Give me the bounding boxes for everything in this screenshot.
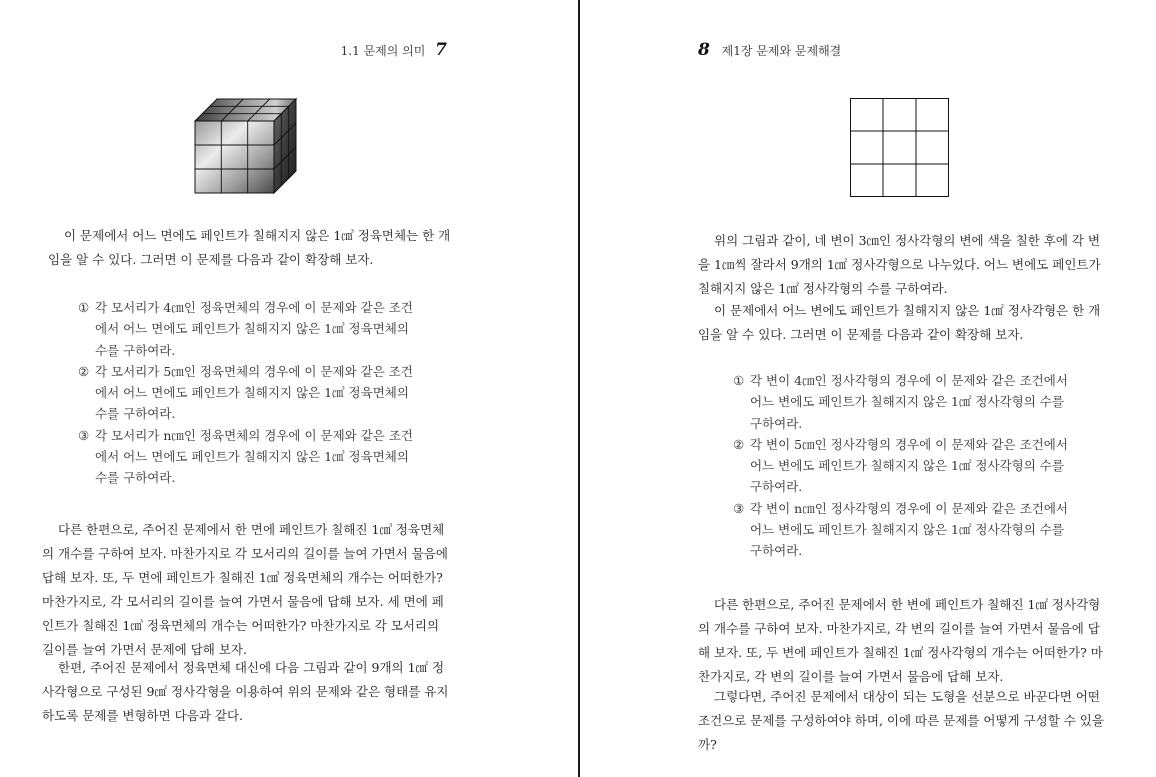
item-marker: ③ bbox=[733, 500, 745, 516]
item-text: 각 모서리가 4㎝인 정육면체의 경우에 이 문제와 같은 조건에서 어느 면에도 페인트가 칠해지지 않은 1㎤ 정육면체의 수를 구하여라. bbox=[95, 300, 413, 358]
left-page-header bbox=[341, 40, 447, 60]
item-text: 각 변이 4㎝인 정사각형의 경우에 이 문제와 같은 조건에서 어느 변에도 페인트가 칠해지지 않은 1㎠ 정사각형의 수를 구하여라. bbox=[750, 373, 1068, 431]
list-item bbox=[78, 297, 416, 361]
right-page-header bbox=[698, 40, 841, 60]
list-item bbox=[78, 425, 416, 489]
chapter-title: 제1장 문제와 문제해결 bbox=[721, 44, 842, 58]
cube-figure bbox=[193, 97, 298, 195]
body-paragraph: 그렇다면, 주어진 문제에서 대상이 되는 도형을 선분으로 바꾼다면 어떤 조건으로 문제를 구성하여야 하며, 이에 따른 문제를 어떻게 구성할 수 있을까? bbox=[698, 689, 1104, 752]
item-text: 각 모서리가 n㎝인 정육면체의 경우에 이 문제와 같은 조건에서 어느 면에도 페인트가 칠해지지 않은 1㎤ 정육면체의 수를 구하여라. bbox=[95, 427, 413, 486]
list-item bbox=[733, 370, 1071, 434]
intro-paragraph: 이 문제에서 어느 면에도 페인트가 칠해지지 않은 1㎤ 정육면체는 한 개임을 알 수 있다. 그러면 이 문제를 다음과 같이 확장해 보자. bbox=[48, 228, 451, 267]
body-paragraph: 한편, 주어진 문제에서 정육면체 대신에 다음 그림과 같이 9개의 1㎠ 정사각형으로 구성된 9㎠ 정사각형을 이용하여 위의 문제와 같은 형태를 유지하도록 문제를 변형하면 다음과 같다. bbox=[42, 660, 449, 723]
intro-paragraph: 위의 그림과 같이, 네 변이 3㎝인 정사각형의 변에 색을 칠한 후에 각 변을 1㎝씩 잘라서 9개의 1㎠ 정사각형으로 나누었다. 어느 변에도 페인트가 칠해지지 않은 1㎠ 정사각형의 수를 구하여라. bbox=[698, 233, 1101, 296]
page-number: 7 bbox=[435, 40, 447, 60]
square-grid-figure bbox=[850, 98, 949, 197]
item-marker: ③ bbox=[78, 427, 90, 443]
intro-paragraph: 이 문제에서 어느 변에도 페인트가 칠해지지 않은 1㎠ 정사각형은 한 개임을 알 수 있다. 그러면 이 문제를 다음과 같이 확장해 보자. bbox=[698, 303, 1101, 342]
list-item bbox=[733, 498, 1071, 562]
item-text: 각 변이 n㎝인 정사각형의 경우에 이 문제와 같은 조건에서 어느 변에도 페인트가 칠해지지 않은 1㎠ 정사각형의 수를 구하여라. bbox=[750, 500, 1068, 559]
extension-problem-list bbox=[733, 370, 1071, 562]
item-marker: ① bbox=[78, 300, 90, 315]
section-title: 1.1 문제의 의미 bbox=[340, 44, 426, 58]
item-text: 각 모서리가 5㎝인 정육면체의 경우에 이 문제와 같은 조건에서 어느 면에도 페인트가 칠해지지 않은 1㎤ 정육면체의 수를 구하여라. bbox=[95, 363, 413, 422]
item-marker: ① bbox=[733, 373, 745, 388]
list-item bbox=[78, 361, 416, 425]
page-number: 8 bbox=[698, 40, 710, 60]
body-paragraph: 다른 한편으로, 주어진 문제에서 한 면에 페인트가 칠해진 1㎤ 정육면체의 개수를 구하여 보자. 마찬가지로 각 모서리의 길이를 늘여 가면서 물음에 답해 보자. 또, 두 면에 페인트가 칠해진 1㎤ 정육면체의 개수는 어떠한가? 마찬가지로, 각 모서리의 길이를 늘여 가면서 물음에 답해 보자. 세 면에 페인트가 칠해진 1㎤ 정육면체의 개수는 어떠한가? 마찬가지로 각 모서리의 길이를 늘여 가면서 문제에 답해 보자. bbox=[42, 522, 448, 657]
right-page bbox=[580, 0, 1156, 777]
extension-problem-list bbox=[78, 297, 416, 489]
item-text: 각 변이 5㎝인 정사각형의 경우에 이 문제와 같은 조건에서 어느 변에도 페인트가 칠해지지 않은 1㎠ 정사각형의 수를 구하여라. bbox=[750, 436, 1068, 495]
item-marker: ② bbox=[733, 436, 745, 452]
body-paragraph: 다른 한편으로, 주어진 문제에서 한 변에 페인트가 칠해진 1㎠ 정사각형의 개수를 구하여 보자. 마찬가지로, 각 변의 길이를 늘여 가면서 물음에 답해 보자. 또, 두 변에 페인트가 칠해진 1㎠ 정사각형의 개수는 어떠한가? 마찬가지로, 각 변의 길이를 늘여 가면서 물음에 답해 보자. bbox=[698, 597, 1103, 684]
item-marker: ② bbox=[78, 363, 90, 379]
list-item bbox=[733, 434, 1071, 498]
